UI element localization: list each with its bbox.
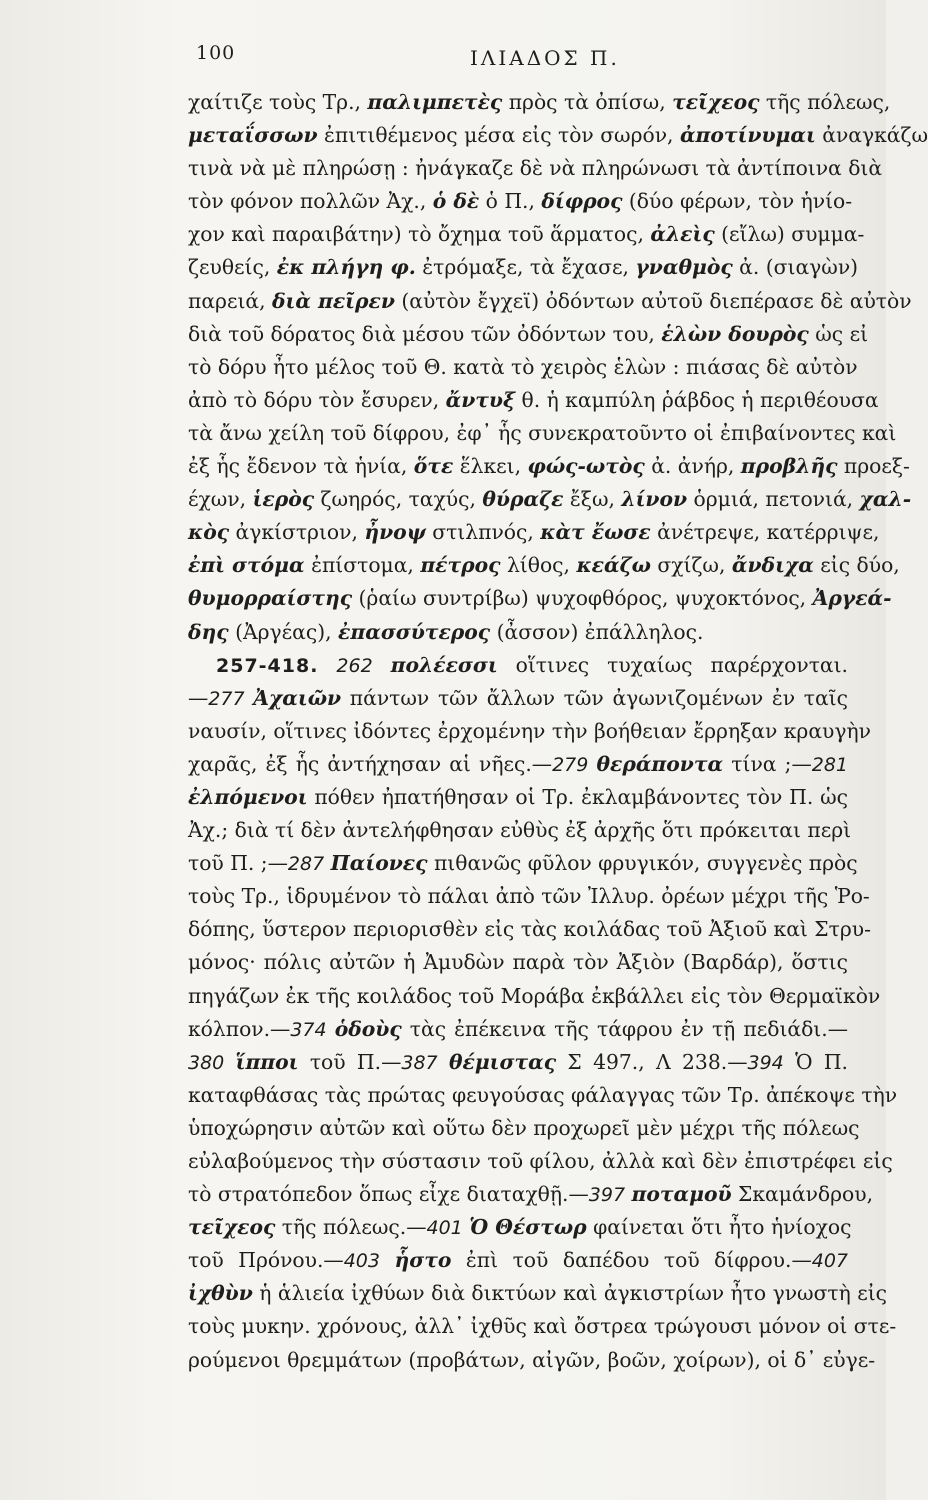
text-line: τὰ ἄνω χείλη τοῦ δίφρου, ἐφ᾽ ἧς συνεκρατοῦντο οἱ ἐπιβαίνοντες καὶ (188, 420, 897, 445)
text-line: χαρᾶς, ἐξ ἧς ἀντήχησαν αἱ νῆες.—279 θεράποντα τίνα ;—281 (188, 751, 848, 776)
text-line: —277 Ἀχαιῶν πάντων τῶν ἄλλων τῶν ἀγωνιζομένων ἐν ταῖς (188, 685, 848, 710)
text-line: χον καὶ παραιβάτην) τὸ ὄχημα τοῦ ἅρματος, ἀλεὶς (εἴλω) συμμα- (188, 222, 865, 247)
text-line: καταφθάσας τὰς πρώτας φευγούσας φάλαγγας τῶν Τρ. ἀπέκοψε τὴν (188, 1082, 898, 1107)
text-line: δης (Ἀργέας), ἐπασσύτερος (ἆσσον) ἐπάλληλος. (188, 619, 704, 644)
text-line: ἀπὸ τὸ δόρυ τὸν ἔσυρεν, ἄντυξ θ. ἡ καμπύλη ῥάβδος ἡ περιθέουσα (188, 387, 879, 412)
text-line: παρειά, διὰ πεῖρεν (αὐτὸν ἔγχεϊ) ὀδόντων αὐτοῦ διεπέρασε δὲ αὐτὸν (188, 288, 912, 313)
text-line: ναυσίν, οἵτινες ἰδόντες ἐρχομένην τὴν βοήθειαν ἔρρηξαν κραυγὴν (188, 718, 871, 743)
text-line: ἐξ ἧς ἔδενον τὰ ἡνία, ὅτε ἕλκει, φώς-ωτὸς ἀ. ἀνήρ, προβλῆς προεξ- (188, 454, 910, 479)
text-line: τινὰ νὰ μὲ πληρώσῃ : ἠνάγκαζε δὲ νὰ πληρώνωσι τὰ ἀντίποινα διὰ (188, 156, 883, 181)
text-line: τὸν φόνον πολλῶν Ἀχ., ὁ δὲ ὁ Π., δίφρος (δύο φέρων, τὸν ἡνίο- (188, 189, 853, 214)
text-line: ὑποχώρησιν αὐτῶν καὶ οὕτω δὲν προχωρεῖ μὲν μέχρι τῆς πόλεως (188, 1115, 860, 1140)
text-line: θυμορραίστης (ῥαίω συντρίβω) ψυχοφθόρος, ψυχοκτόνος, Ἀργεά- (188, 586, 892, 611)
page-header (0, 40, 886, 76)
text-line: τὸ δόρυ ἦτο μέλος τοῦ Θ. κατὰ τὸ χειρὸς ἑλὼν : πιάσας δὲ αὐτὸν (188, 354, 858, 379)
page-number: 100 (196, 42, 236, 64)
text-line: ρούμενοι θρεμμάτων (προβάτων, αἰγῶν, βοῶν, χοίρων), οἱ δ᾽ εὐγε- (188, 1347, 876, 1372)
text-line: κόλπον.—374 ὁδοὺς τὰς ἐπέκεινα τῆς τάφρου ἐν τῇ πεδιάδι.— (188, 1016, 848, 1041)
text-line: έχων, ἱερὸς ζωηρός, ταχύς, θύραζε ἔξω, λίνον ὁρμιά, πετονιά, χαλ- (188, 487, 912, 512)
text-line: Ἀχ.; διὰ τί δὲν ἀντελήφθησαν εὐθὺς ἐξ ἀρχῆς ὅτι πρόκειται περὶ (188, 818, 852, 843)
running-head: ΙΛΙΑΔΟΣ Π. (470, 46, 620, 70)
text-line: τοὺς Τρ., ἱδρυμένον τὸ πάλαι ἀπὸ τῶν Ἰλλυρ. ὀρέων μέχρι τῆς Ῥο- (188, 884, 870, 909)
text-line: τεῖχεος τῆς πόλεως.—401 Ὁ Θέστωρ φαίνεται ὅτι ἦτο ἡνίοχος (188, 1215, 852, 1240)
text-line: τοὺς μυκην. χρόνους, ἀλλ᾽ ἰχθῦς καὶ ὄστρεα τρώγουσι μόνον οἱ στε- (188, 1314, 897, 1339)
text-line: ἐπὶ στόμα ἐπίστομα, πέτρος λίθος, κεάζω σχίζω, ἄνδιχα εἰς δύο, (188, 553, 900, 578)
text-line: ἐλπόμενοι πόθεν ἠπατήθησαν οἱ Τρ. ἐκλαμβάνοντες τὸν Π. ὡς (188, 784, 848, 809)
text-line: διὰ τοῦ δόρατος διὰ μέσου τῶν ὀδόντων του, ἑλὼν δουρὸς ὡς εἰ (188, 321, 869, 346)
text-line: πηγάζων ἐκ τῆς κοιλάδος τοῦ Μοράβα ἐκβάλλει εἰς τὸν Θερμαϊκὸν (188, 983, 881, 1008)
text-line: τοῦ Πρόνου.—403 ἧστο ἐπὶ τοῦ δαπέδου τοῦ δίφρου.—407 (188, 1248, 848, 1273)
text-line: χαίτιζε τοὺς Τρ., παλιμπετὲς πρὸς τὰ ὀπίσω, τεῖχεος τῆς πόλεως, (188, 90, 891, 114)
text-line: 257-418. 262 πολέεσσι οἵτινες τυχαίως παρέρχονται. (216, 652, 849, 677)
text-line: ζευθείς, ἐκ πλήγη φ. ἐτρόμαξε, τὰ ἔχασε, γναθμὸς ἀ. (σιαγὼν) (188, 255, 859, 280)
text-line: 380 ἵπποι τοῦ Π.—387 θέμιστας Σ 497., Λ 238.—394 Ὁ Π. (188, 1049, 849, 1074)
text-line: δόπης, ὕστερον περιορισθὲν εἰς τὰς κοιλάδας τοῦ Ἀξιοῦ καὶ Στρυ- (188, 917, 871, 942)
text-line: εὐλαβούμενος τὴν σύστασιν τοῦ φίλου, ἀλλὰ καὶ δὲν ἐπιστρέφει εἰς (188, 1149, 893, 1173)
text-line: μόνος· πόλις αὐτῶν ἡ Ἀμυδὼν παρὰ τὸν Ἀξιὸν (Βαρδάρ), ὅστις (188, 950, 848, 975)
text-line: τὸ στρατόπεδον ὅπως εἶχε διαταχθῇ.—397 ποταμοῦ Σκαμάνδρου, (188, 1182, 874, 1207)
text-line: τοῦ Π. ;—287 Παίονες πιθανῶς φῦλον φρυγικόν, συγγενὲς πρὸς (188, 851, 858, 876)
commentary-text (188, 86, 928, 1377)
text-line: μεταΐσσων ἐπιτιθέμενος μέσα εἰς τὸν σωρόν, ἀποτίνυμαι ἀναγκάζω (188, 123, 928, 148)
text-line: ἰχθὺν ἡ ἁλιεία ἰχθύων διὰ δικτύων καὶ ἀγκιστρίων ἦτο γνωστὴ εἰς (188, 1281, 888, 1306)
text-line: κὸς ἀγκίστριον, ἦνοψ στιλπνός, κὰτ ἔωσε ἀνέτρεψε, κατέρριψε, (188, 520, 880, 545)
